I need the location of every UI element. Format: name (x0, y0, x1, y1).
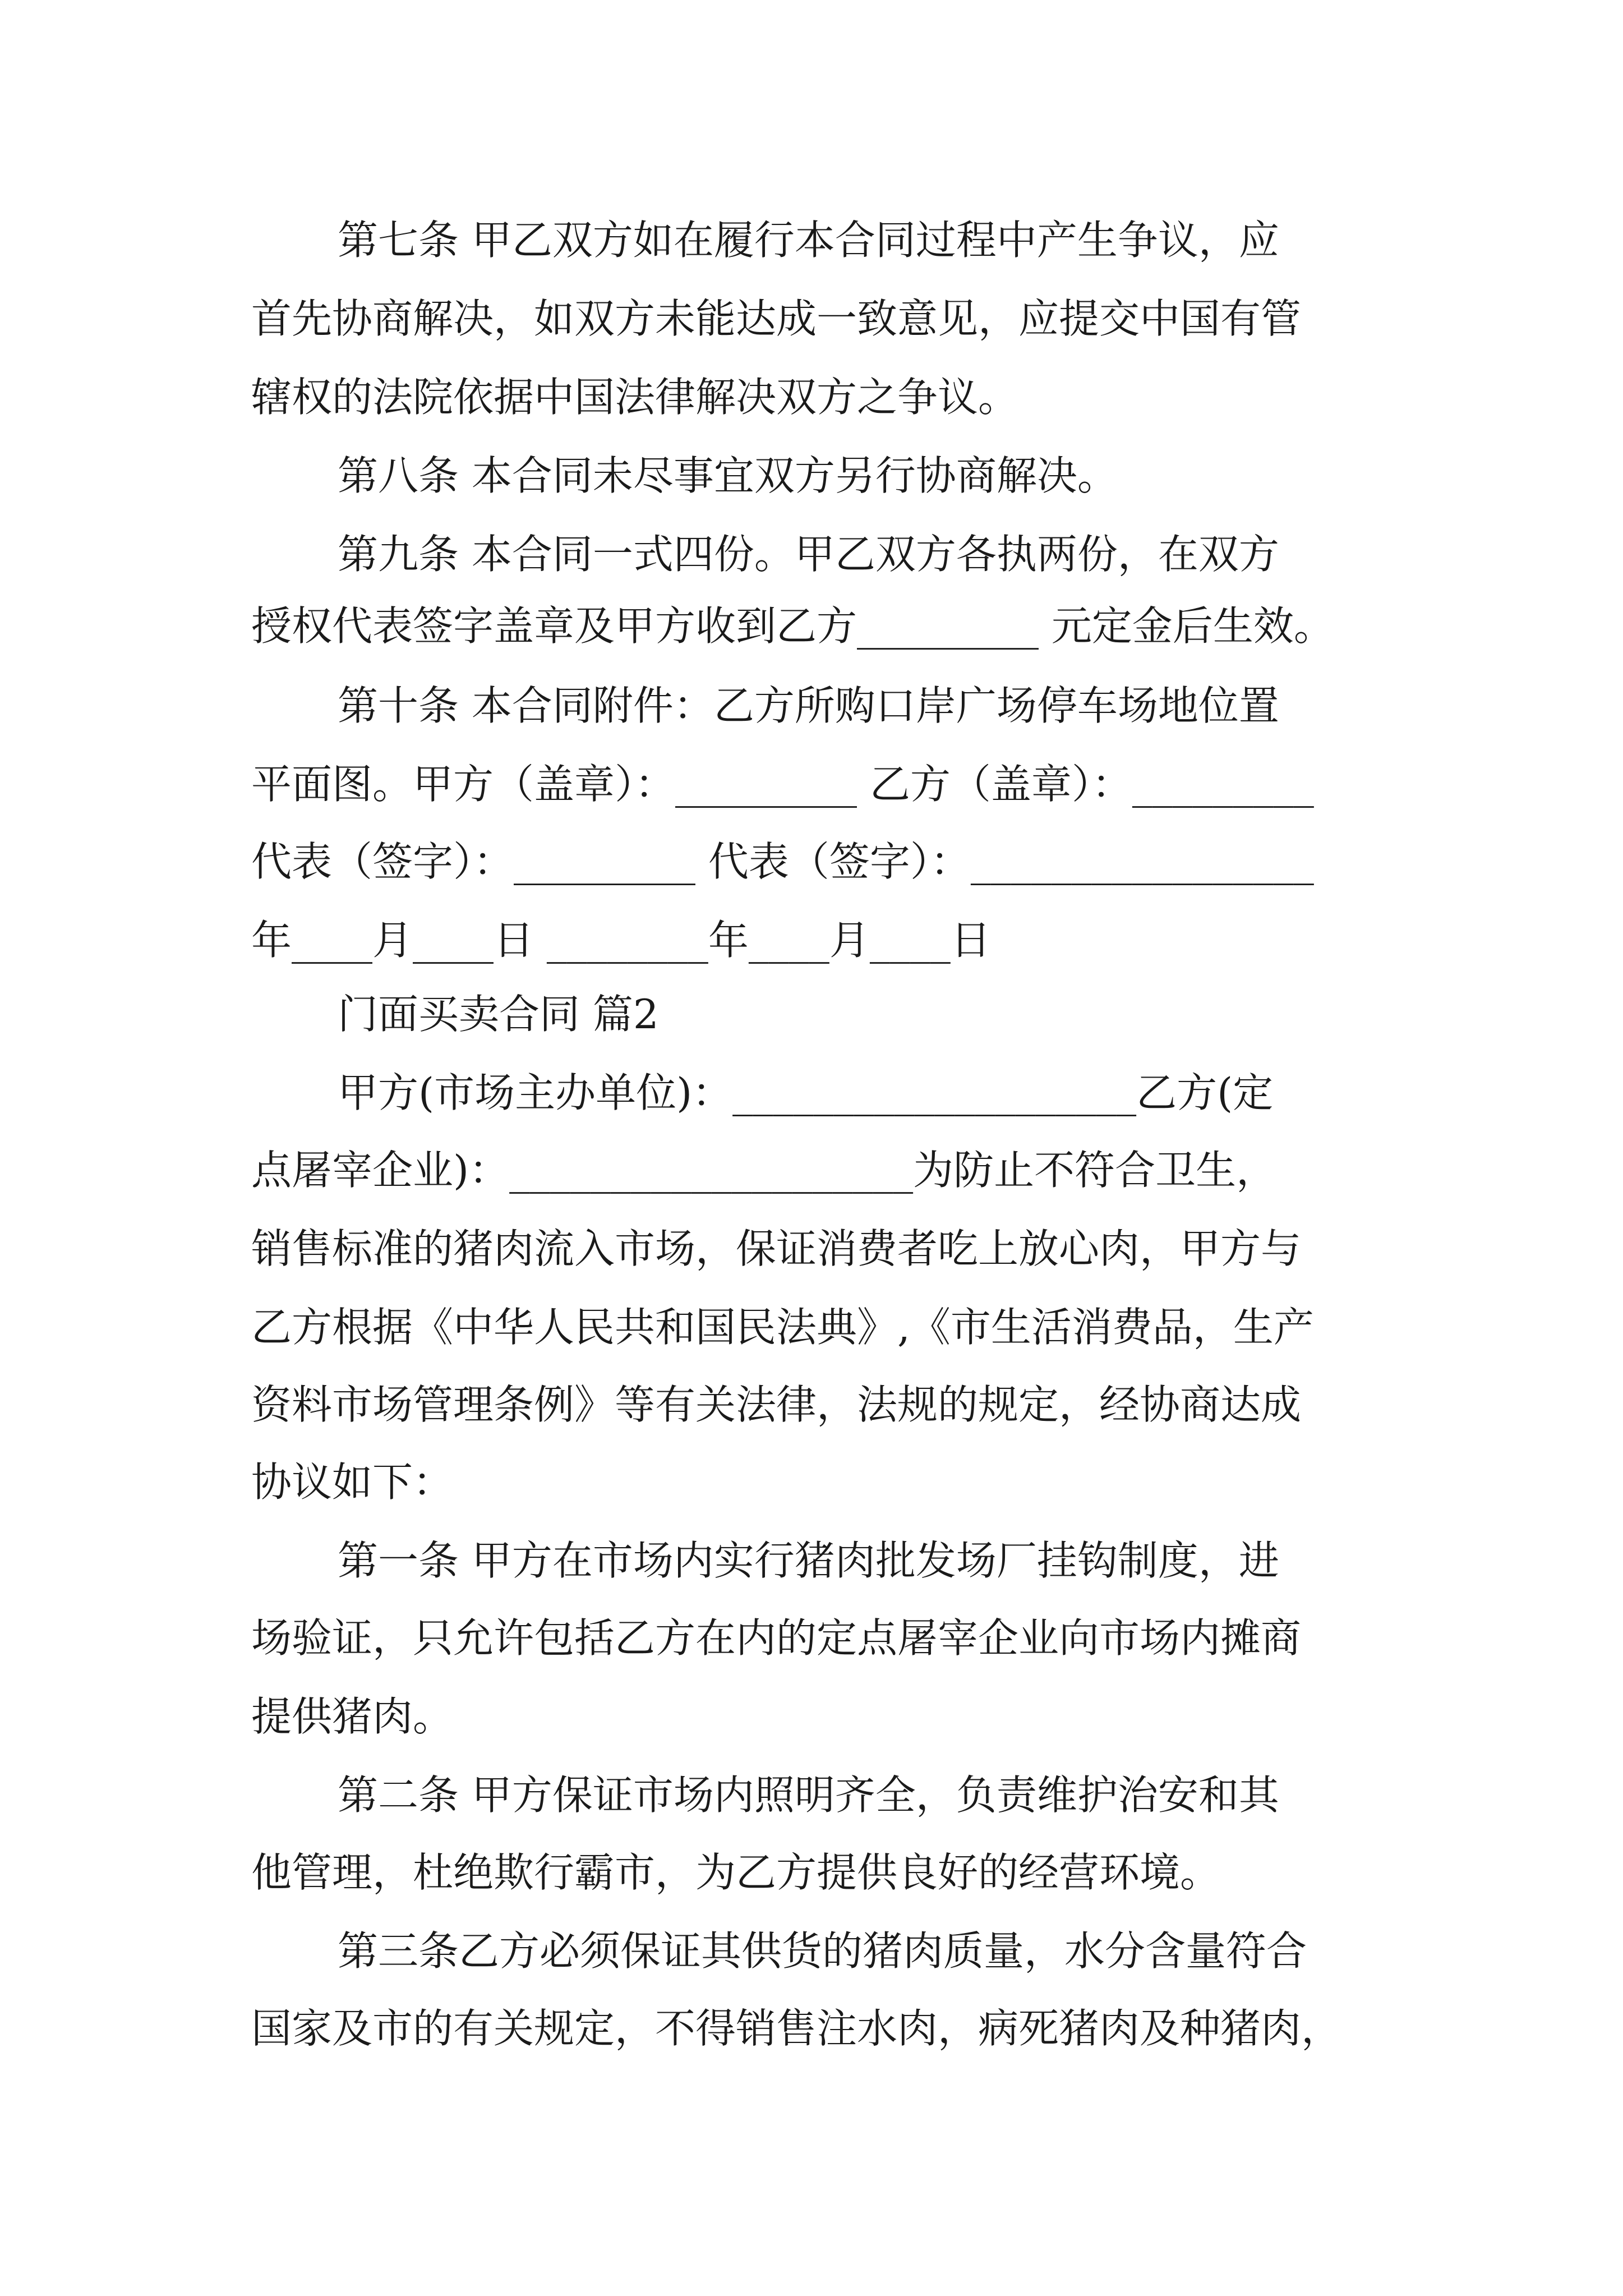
signature-line-representative: 代表（签字）：_________ 代表（签字）：_________________ (251, 838, 1314, 885)
clause-7-line-3: 辖权的法院依据中国法律解决双方之争议。 (251, 374, 1019, 421)
signature-line-seal: 平面图。甲方（盖章）：_________ 乙方（盖章）：_________ (251, 761, 1314, 808)
article-3-line-1: 第三条乙方必须保证其供货的猪肉质量，水分含量符合 (338, 1927, 1307, 1975)
article-3-line-2: 国家及市的有关规定，不得销售注水肉，病死猪肉及种猪肉， (251, 2005, 1342, 2052)
article-1-line-3: 提供猪肉。 (251, 1693, 454, 1740)
section-title: 门面买卖合同 篇2 (338, 991, 659, 1038)
clause-8-line: 第八条 本合同未尽事宜双方另行协商解决。 (338, 452, 1118, 499)
clause-7-line-2: 首先协商解决，如双方未能达成一致意见，应提交中国有管 (251, 295, 1302, 342)
article-2-line-2: 他管理，杜绝欺行霸市，为乙方提供良好的经营环境。 (251, 1849, 1221, 1896)
article-1-line-1: 第一条 甲方在市场内实行猪肉批发场厂挂钩制度，进 (338, 1537, 1279, 1584)
signature-line-date: 年____月____日 ________年____月____日 (251, 917, 991, 964)
preamble-line-4: 协议如下： (251, 1458, 454, 1506)
clause-10-line-1: 第十条 本合同附件：乙方所购口岸广场停车场地位置 (338, 682, 1279, 729)
preamble-line-1: 销售标准的猪肉流入市场，保证消费者吃上放心肉，甲方与 (251, 1225, 1302, 1272)
party-b-line: 点屠宰企业)：____________________为防止不符合卫生， (251, 1147, 1277, 1194)
clause-9-line-2: 授权代表签字盖章及甲方收到乙方_________ 元定金后生效。 (251, 602, 1334, 650)
preamble-line-3: 资料市场管理条例》等有关法律，法规的规定，经协商达成 (251, 1381, 1302, 1428)
clause-7-line-1: 第七条 甲乙双方如在履行本合同过程中产生争议，应 (338, 217, 1279, 264)
article-1-line-2: 场验证，只允许包括乙方在内的定点屠宰企业向市场内摊商 (251, 1614, 1302, 1662)
clause-9-line-1: 第九条 本合同一式四份。甲乙双方各执两份，在双方 (338, 531, 1279, 578)
party-a-line: 甲方(市场主办单位)：____________________乙方(定 (338, 1069, 1274, 1116)
preamble-line-2: 乙方根据《中华人民共和国民法典》,《市生活消费品，生产 (251, 1304, 1314, 1351)
article-2-line-1: 第二条 甲方保证市场内照明齐全，负责维护治安和其 (338, 1772, 1279, 1819)
